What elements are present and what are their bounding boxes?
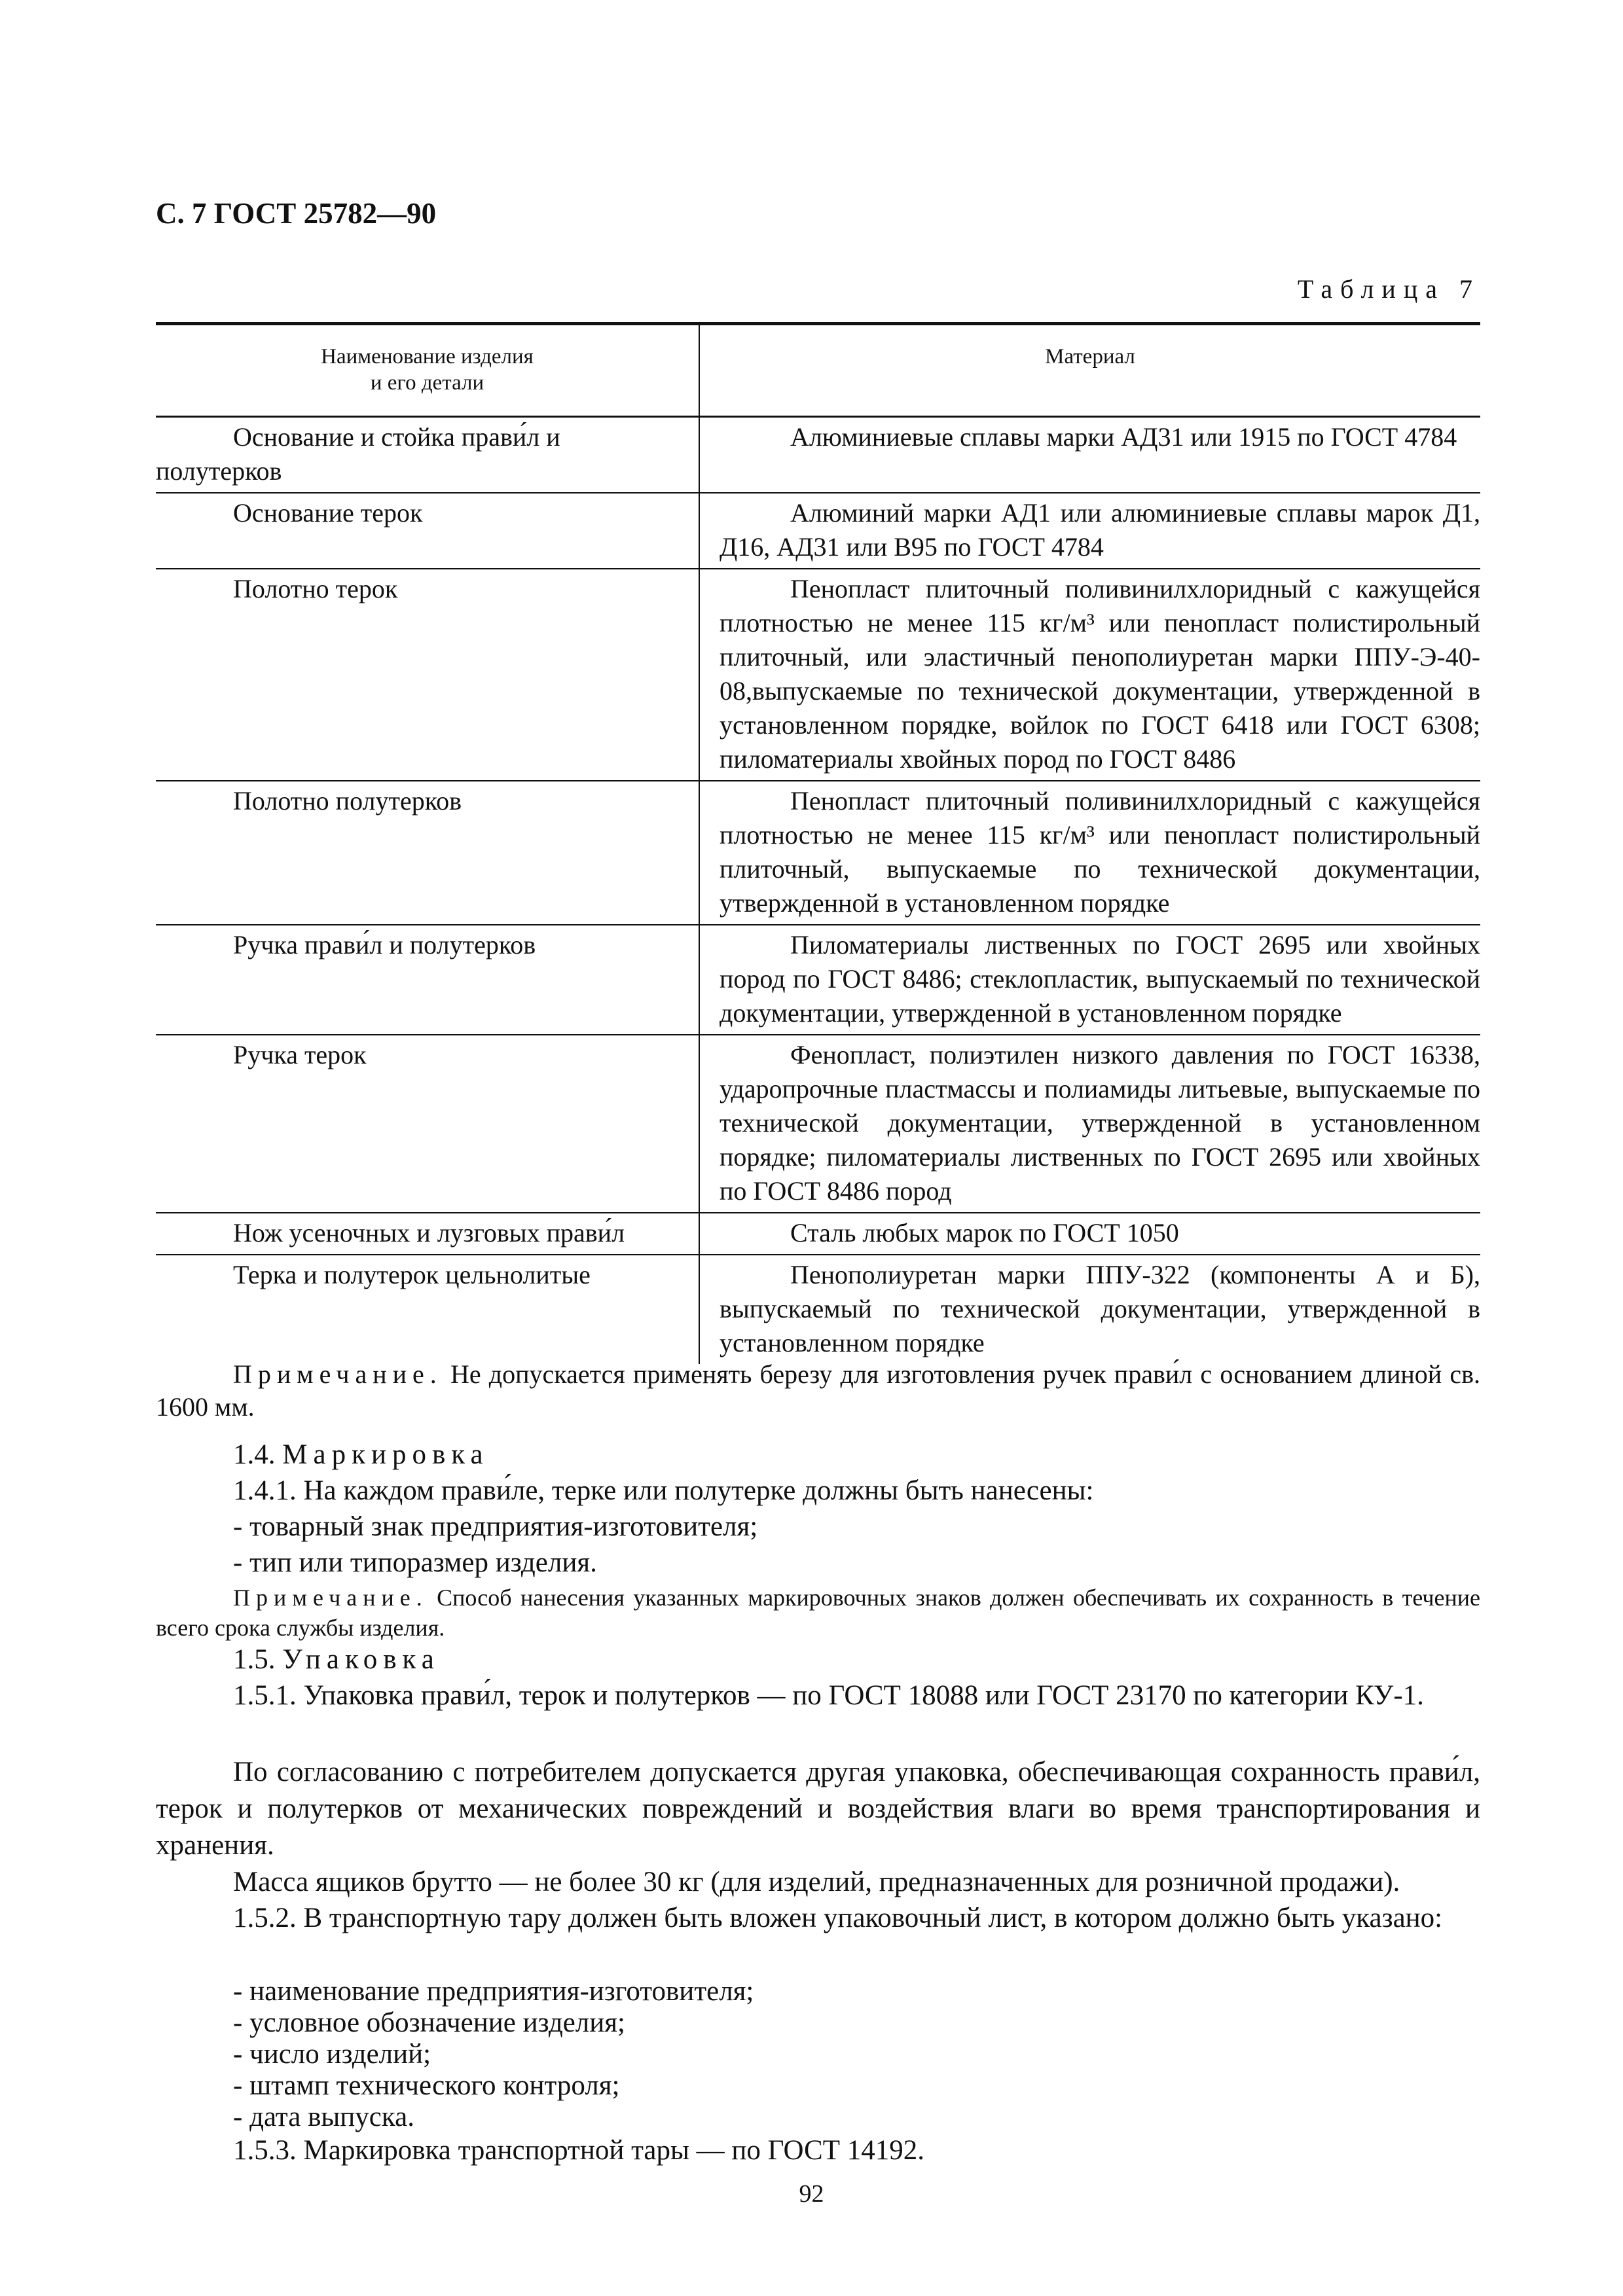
table-row (156, 417, 1480, 493)
note-text: Способ нанесения указанных маркировочных знаков должен обеспечивать их сохранность в течение всего срока службы изделия. (156, 1585, 1480, 1641)
table-caption: Таблица 7 (1297, 274, 1480, 304)
list-item: - число изделий; (233, 2039, 431, 2070)
table-row (156, 493, 1480, 569)
list-item: - товарный знак предприятия-изготовителя; (233, 1511, 758, 1542)
table-row (156, 1255, 1480, 1364)
table-row (156, 569, 1480, 781)
row-material: Фенопласт, полиэтилен низкого давления по ГОСТ 16338, ударопрочные пластмассы и полиамиды литьевые, выпускаемые по технической документации, утвержденной в установленном порядке; пиломатериалы лиственных по ГОСТ 2695 или хвойных по ГОСТ 8486 пород (720, 1040, 1480, 1206)
table-header-row (156, 324, 1480, 417)
row-material: Алюминий марки АД1 или алюминиевые сплавы марок Д1, Д16, АД31 или В95 по ГОСТ 4784 (720, 498, 1480, 562)
row-material: Пенополиуретан марки ППУ-322 (компоненты А и Б), выпускаемый по технической документации, утвержденной в установленном порядке (720, 1260, 1480, 1357)
header-material (699, 324, 1480, 417)
row-name: Основание и стойка прави́л и полутерков (156, 417, 699, 493)
table-row (156, 781, 1480, 925)
table-row (156, 1035, 1480, 1213)
list-item: - наименование предприятия-изготовителя; (233, 1976, 754, 2007)
paragraph-1-5-1-agreement: По согласованию с потребителем допускается другая упаковка, обеспечивающая сохранность прави́л, терок и полутерков от механических повреждений и воздействия влаги во время транспортирования и хранения. (156, 1757, 1480, 1861)
paragraph-1-5-2: 1.5.2. В транспортную тару должен быть вложен упаковочный лист, в котором должно быть указано: (233, 1903, 1443, 1933)
section-number: 1.4. (233, 1439, 283, 1470)
section-heading-marking (156, 1437, 1480, 1473)
section-title: Маркировка (282, 1439, 489, 1470)
row-material: Пиломатериалы лиственных по ГОСТ 2695 или хвойных пород по ГОСТ 8486; стеклопластик, выпускаемый по технической документации, утвержденной в установленном порядке (720, 930, 1480, 1028)
page-number: 92 (799, 2180, 824, 2208)
table-row (156, 925, 1480, 1035)
list-item: - штамп технического контроля; (233, 2070, 620, 2101)
list-item: - дата выпуска. (233, 2102, 414, 2132)
section-number: 1.5. (233, 1644, 283, 1675)
row-name: Основание терок (156, 493, 699, 569)
paragraph-1-4-1: 1.4.1. На каждом прави́ле, терке или полутерке должны быть нанесены: (233, 1475, 1094, 1506)
materials-table (156, 322, 1480, 1364)
note-text: Не допускается применять березу для изготовления ручек прави́л с основанием длиной св. 1600 мм. (156, 1359, 1480, 1422)
page-header: С. 7 ГОСТ 25782—90 (156, 197, 437, 230)
header-product-name (156, 324, 699, 417)
marking-note (156, 1583, 1480, 1643)
row-material: Пенопласт плиточный поливинилхлоридный с кажущейся плотностью не менее 115 кг/м³ или пенопласт полистирольный плиточный, или эластичный пенополиуретан марки ППУ-Э-40-08,выпускаемые по технической документации, утвержденной в установленном порядке, войлок по ГОСТ 6418 или ГОСТ 6308; пиломатериалы хвойных пород по ГОСТ 8486 (720, 574, 1480, 774)
table-note (156, 1358, 1480, 1424)
row-name: Ручка прави́л и полутерков (156, 925, 699, 1035)
note-label: Примечание. (233, 1359, 443, 1389)
row-name: Терка и полутерок цельнолитые (156, 1255, 699, 1364)
header-material-text: Материал (1045, 345, 1135, 368)
row-name: Нож усеночных и лузговых прави́л (156, 1213, 699, 1255)
row-name: Полотно терок (156, 569, 699, 781)
section-title: Упаковка (282, 1644, 440, 1675)
section-heading-packaging (156, 1641, 1480, 1678)
list-item: - тип или типоразмер изделия. (233, 1547, 597, 1578)
note-label: Примечание. (233, 1585, 428, 1611)
row-material: Сталь любых марок по ГОСТ 1050 (790, 1218, 1179, 1247)
list-item: - условное обозначение изделия; (233, 2007, 625, 2038)
table-row (156, 1213, 1480, 1255)
paragraph-1-5-1-mass: Масса ящиков брутто — не более 30 кг (для изделий, предназначенных для розничной продажи). (233, 1867, 1400, 1897)
row-material: Алюминиевые сплавы марки АД31 или 1915 по ГОСТ 4784 (790, 422, 1457, 452)
header-product-name-text: Наименование изделия и его детали (321, 345, 534, 395)
row-material: Пенопласт плиточный поливинилхлоридный с кажущейся плотностью не менее 115 кг/м³ или пенопласт полистирольный плиточный, выпускаемые по технической документации, утвержденной в установленном порядке (720, 786, 1480, 918)
row-name: Ручка терок (156, 1035, 699, 1213)
paragraph-1-5-3: 1.5.3. Маркировка транспортной тары — по ГОСТ 14192. (233, 2135, 924, 2166)
row-name: Полотно полутерков (156, 781, 699, 925)
paragraph-1-5-1: 1.5.1. Упаковка прави́л, терок и полутерков — по ГОСТ 18088 или ГОСТ 23170 по категории КУ-1. (233, 1680, 1424, 1711)
